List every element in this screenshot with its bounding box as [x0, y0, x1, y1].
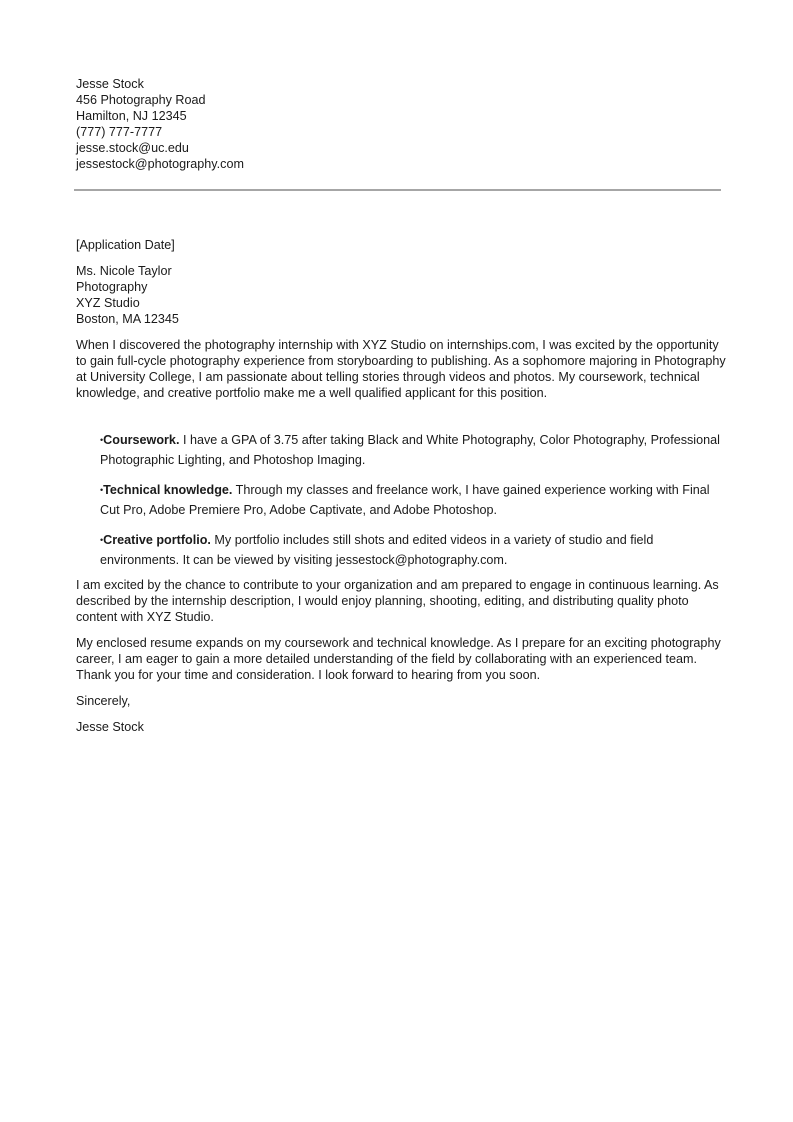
qualifications-list	[100, 430, 730, 580]
intro-paragraph: When I discovered the photography internship with XYZ Studio on internships.com, I was excited by the opportunity to gain full-cycle photography experience from storyboarding to publishing. As a sophomore majoring in Photography at University College, I am passionate about telling stories through videos and photos. My coursework, technical knowledge, and creative portfolio make me a well qualified applicant for this position.	[76, 338, 726, 400]
bullet-icon: •	[100, 485, 104, 495]
bullet-heading: Coursework.	[103, 433, 180, 447]
recipient-name: Ms. Nicole Taylor	[76, 264, 172, 278]
sender-phone: (777) 777-7777	[76, 125, 163, 139]
sender-city: Hamilton, NJ 12345	[76, 109, 187, 123]
recipient-city: Boston, MA 12345	[76, 312, 179, 326]
sender-name: Jesse Stock	[76, 77, 144, 91]
signature-name: Jesse Stock	[76, 720, 144, 734]
sender-address-block	[76, 76, 244, 172]
sender-email-primary: jesse.stock@uc.edu	[76, 141, 189, 155]
bullet-heading: Technical knowledge.	[103, 483, 233, 497]
bullet-heading: Creative portfolio.	[103, 533, 211, 547]
bullet-text: My portfolio includes still shots and edited videos in a variety of studio and field environments. It can be viewed by visiting jessestock@photography.com.	[100, 533, 654, 567]
bullet-text: I have a GPA of 3.75 after taking Black and White Photography, Color Photography, Professional Photographic Lighting, and Photoshop Imaging.	[100, 433, 720, 467]
list-item	[100, 480, 730, 520]
contribution-paragraph: I am excited by the chance to contribute to your organization and am prepared to engage in continuous learning. As described by the internship description, I would enjoy planning, shooting, editing, and distributing quality photo content with XYZ Studio.	[76, 578, 719, 624]
header-divider	[74, 189, 721, 191]
bullet-icon: •	[100, 435, 104, 445]
sender-email-secondary: jessestock@photography.com	[76, 157, 244, 171]
application-date: [Application Date]	[76, 238, 175, 252]
recipient-department: Photography	[76, 280, 148, 294]
bullet-icon: •	[100, 535, 104, 545]
list-item	[100, 530, 730, 570]
closing-salutation: Sincerely,	[76, 694, 131, 708]
list-item	[100, 430, 730, 470]
resume-paragraph: My enclosed resume expands on my coursework and technical knowledge. As I prepare for an exciting photography career, I am eager to gain a more detailed understanding of the field by collaborating with an experienced team. Thank you for your time and consideration. I look forward to hearing from you soon.	[76, 636, 721, 682]
sender-street: 456 Photography Road	[76, 93, 206, 107]
recipient-address-block	[76, 263, 179, 327]
bullet-text: Through my classes and freelance work, I have gained experience working with Final Cut Pro, Adobe Premiere Pro, Adobe Captivate, and Adobe Photoshop.	[100, 483, 710, 517]
recipient-company: XYZ Studio	[76, 296, 140, 310]
